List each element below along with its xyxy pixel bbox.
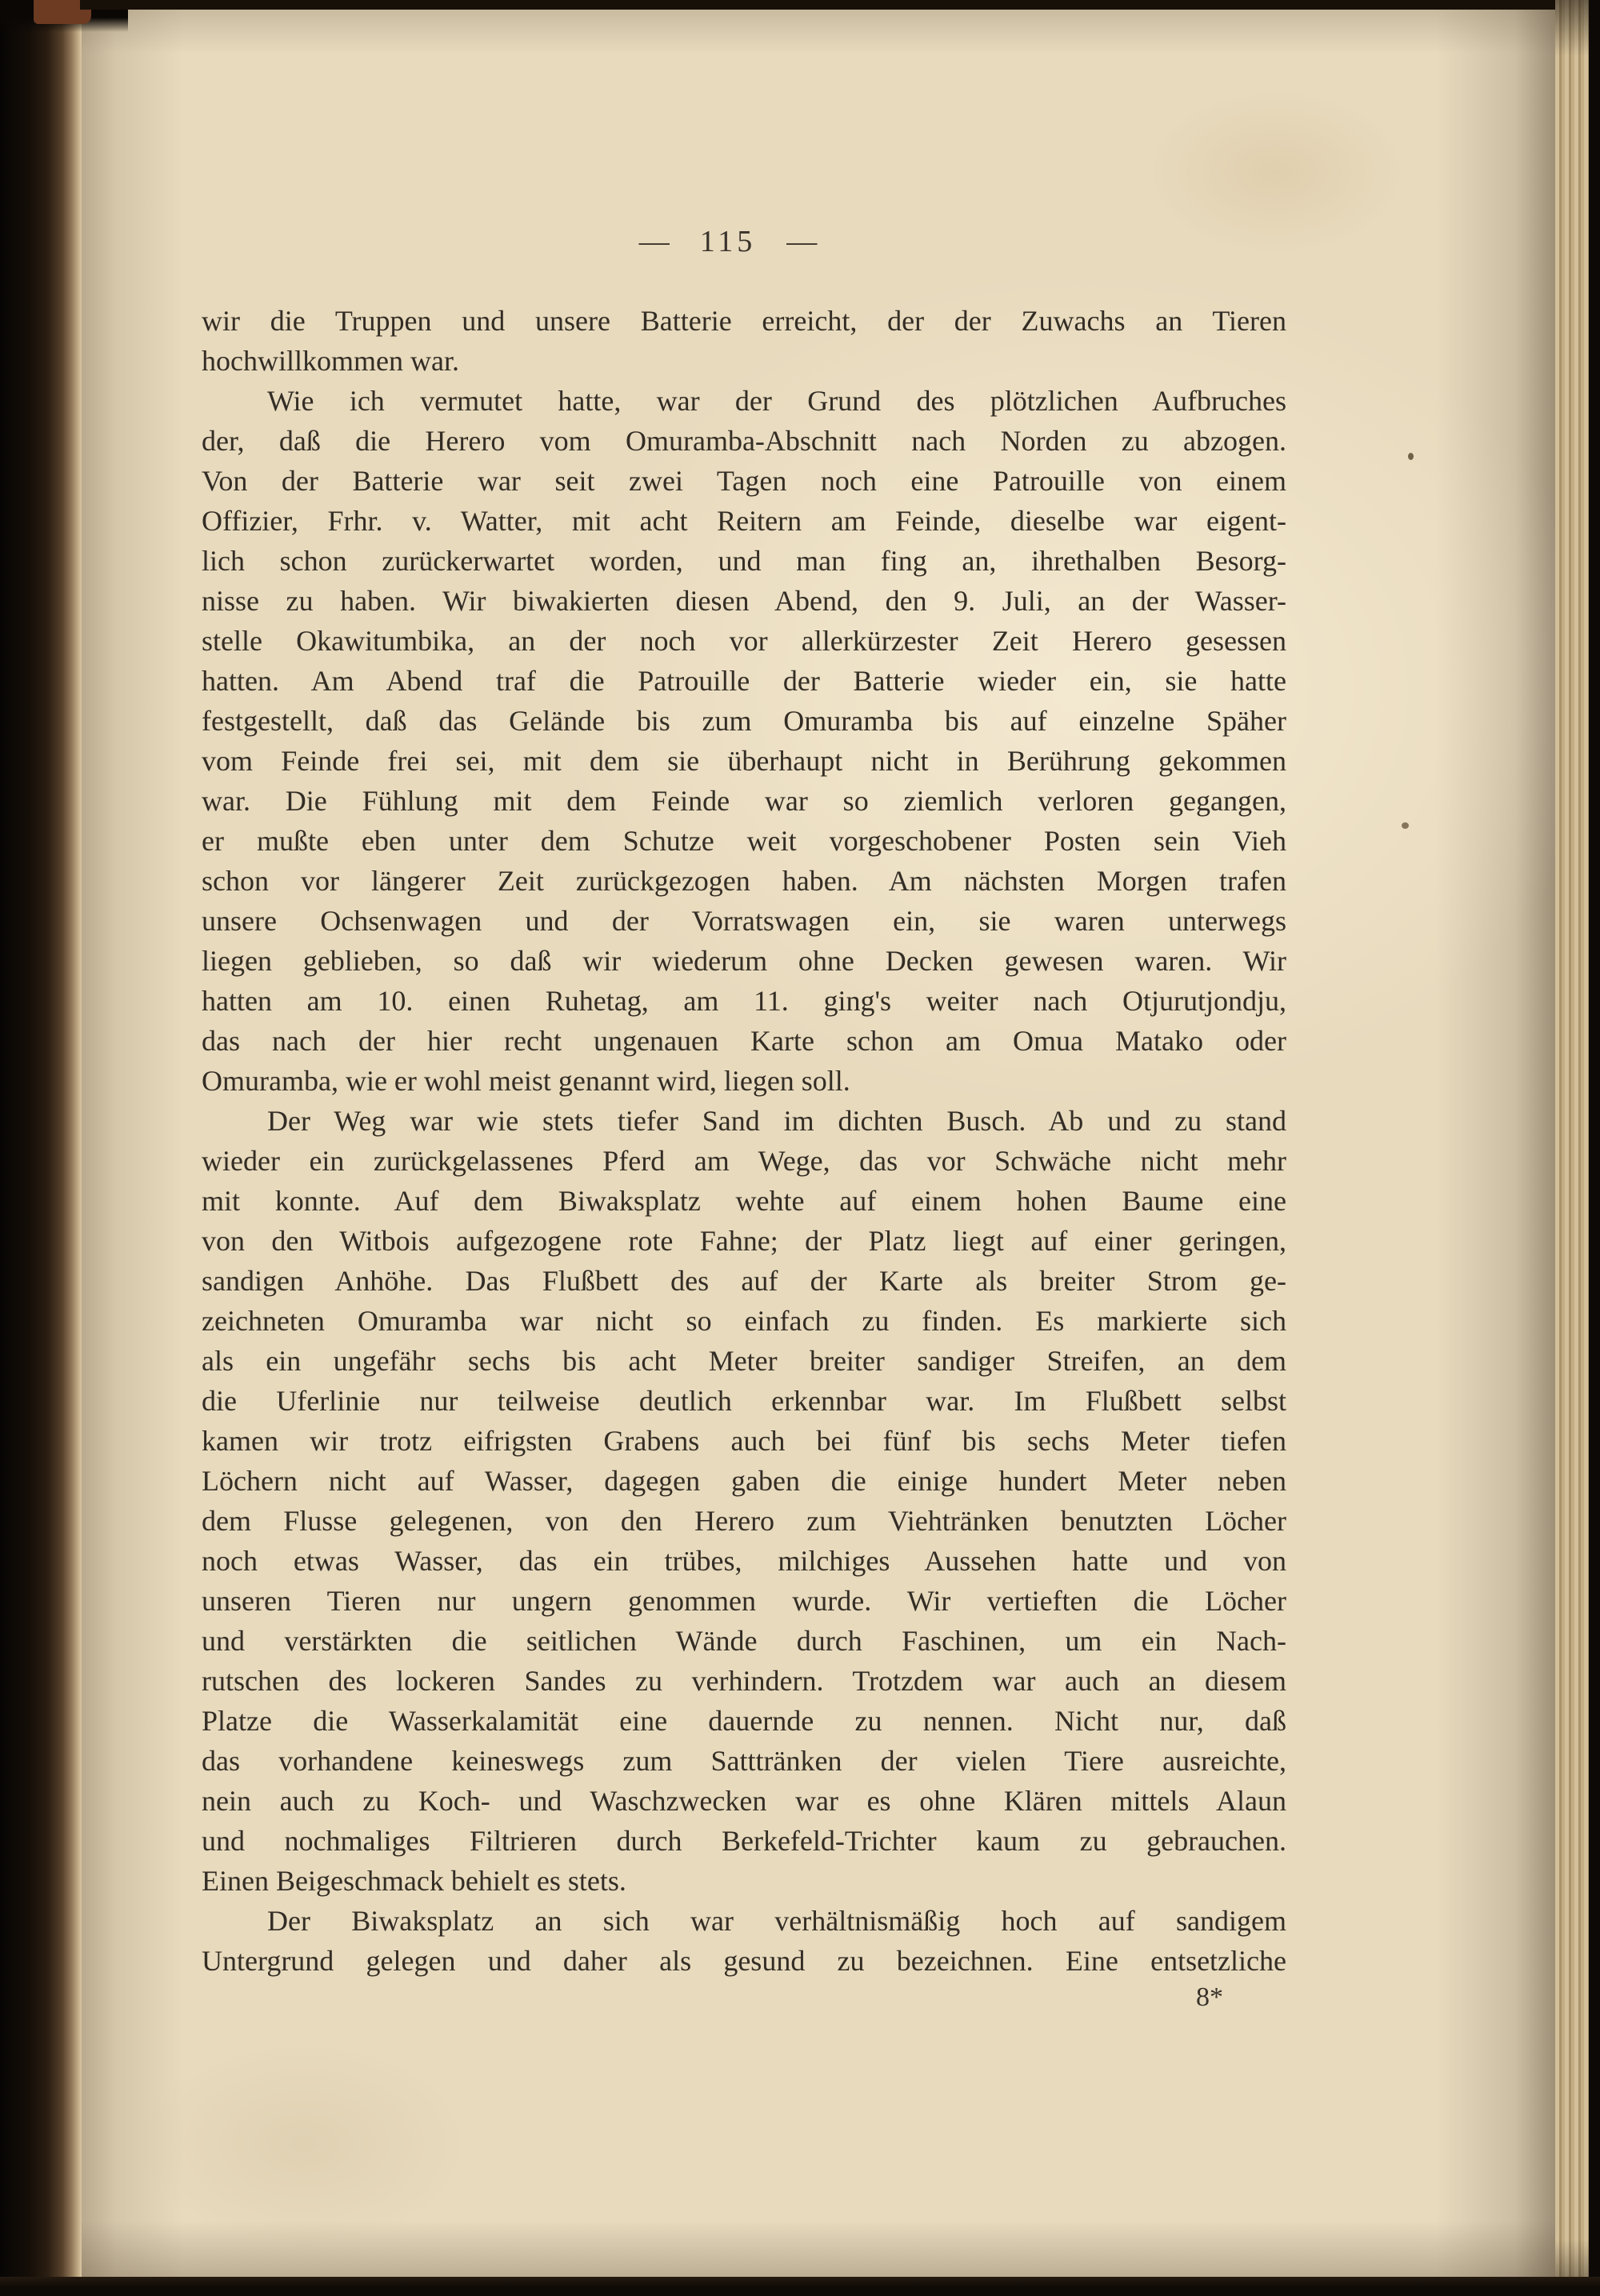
paragraph [202, 1901, 1286, 1981]
text-line: hatten. Am Abend traf die Patrouille der Batterie wieder ein, sie hatte [202, 665, 1286, 697]
text-line: lich schon zurückerwartet worden, und man fing an, ihrethalben Besorg- [202, 545, 1286, 577]
text-line: der, daß die Herero vom Omuramba-Abschnitt nach Norden zu abzogen. [202, 425, 1286, 457]
page-number-dash-left: — [638, 225, 670, 258]
text-line: festgestellt, daß das Gelände bis zum Omuramba bis auf einzelne Späher [202, 705, 1286, 737]
text-line: Von der Batterie war seit zwei Tagen noch eine Patrouille von einem [202, 465, 1286, 497]
paper-speck [1408, 453, 1414, 460]
text-line: Der Biwaksplatz an sich war verhältnismäßig hoch auf sandigem [267, 1905, 1286, 1937]
text-block [202, 301, 1286, 1981]
page-edges-right [1555, 0, 1589, 2296]
page-number-value: 115 [699, 225, 757, 258]
text-line: Einen Beigeschmack behielt es stets. [202, 1865, 626, 1897]
text-line: hatten am 10. einen Ruhetag, am 11. ging's weiter nach Otjurutjondju, [202, 985, 1286, 1017]
paper-speck [1402, 822, 1409, 829]
text-line: stelle Okawitumbika, an der noch vor allerkürzester Zeit Herero gesessen [202, 625, 1286, 657]
text-line: sandigen Anhöhe. Das Flußbett des auf der Karte als breiter Strom ge- [202, 1265, 1286, 1297]
text-line: liegen geblieben, so daß wir wiederum ohne Decken gewesen waren. Wir [202, 945, 1286, 977]
text-line: wieder ein zurückgelassenes Pferd am Wege, das vor Schwäche nicht mehr [202, 1145, 1286, 1177]
text-line: Untergrund gelegen und daher als gesund zu bezeichnen. Eine entsetzliche [202, 1945, 1286, 1977]
text-line: schon vor längerer Zeit zurückgezogen haben. Am nächsten Morgen trafen [202, 865, 1286, 897]
text-line: er mußte eben unter dem Schutze weit vorgeschobener Posten sein Vieh [202, 825, 1286, 857]
text-line: wir die Truppen und unsere Batterie erreicht, der der Zuwachs an Tieren [202, 305, 1286, 337]
text-line: Löchern nicht auf Wasser, dagegen gaben die einige hundert Meter neben [202, 1465, 1286, 1497]
text-line: als ein ungefähr sechs bis acht Meter breiter sandiger Streifen, an dem [202, 1345, 1286, 1377]
text-line: unsere Ochsenwagen und der Vorratswagen ein, sie waren unterwegs [202, 905, 1286, 937]
signature-mark: 8* [1196, 1982, 1223, 2012]
text-line: kamen wir trotz eifrigsten Grabens auch bei fünf bis sechs Meter tiefen [202, 1425, 1286, 1457]
text-line: nisse zu haben. Wir biwakierten diesen Abend, den 9. Juli, an der Wasser- [202, 585, 1286, 617]
text-line: Der Weg war wie stets tiefer Sand im dichten Busch. Ab und zu stand [267, 1105, 1286, 1137]
text-line: rutschen des lockeren Sandes zu verhindern. Trotzdem war auch an diesem [202, 1665, 1286, 1697]
text-line: war. Die Fühlung mit dem Feinde war so ziemlich verloren gegangen, [202, 785, 1286, 817]
book-edge-top [80, 0, 1600, 10]
text-line: Omuramba, wie er wohl meist genannt wird, liegen soll. [202, 1065, 850, 1097]
text-line: Platze die Wasserkalamität eine dauernde zu nennen. Nicht nur, daß [202, 1705, 1286, 1737]
text-line: das vorhandene keineswegs zum Satttränken der vielen Tiere ausreichte, [202, 1745, 1286, 1777]
paragraph [202, 301, 1286, 381]
text-line: Offizier, Frhr. v. Watter, mit acht Reitern am Feinde, dieselbe war eigent- [202, 505, 1286, 537]
text-line: unseren Tieren nur ungern genommen wurde. Wir vertieften die Löcher [202, 1585, 1286, 1617]
text-line: von den Witbois aufgezogene rote Fahne; der Platz liegt auf einer geringen, [202, 1225, 1286, 1257]
page-number-dash-right: — [786, 225, 818, 258]
book-binding-left [0, 0, 82, 2296]
text-line: und nochmaliges Filtrieren durch Berkefeld-Trichter kaum zu gebrauchen. [202, 1825, 1286, 1857]
paper-stain [136, 2040, 472, 2248]
text-line: nein auch zu Koch- und Waschzwecken war es ohne Klären mittels Alaun [202, 1785, 1286, 1817]
text-line: das nach der hier recht ungenauen Karte schon am Omua Matako oder [202, 1025, 1286, 1057]
text-line: Wie ich vermutet hatte, war der Grund des plötzlichen Aufbruches [267, 385, 1286, 417]
page-number [186, 224, 1270, 259]
text-line: dem Flusse gelegenen, von den Herero zum Viehtränken benutzten Löcher [202, 1505, 1286, 1537]
text-line: vom Feinde frei sei, mit dem sie überhaupt nicht in Berührung gekommen [202, 745, 1286, 777]
text-line: und verstärkten die seitlichen Wände durch Faschinen, um ein Nach- [202, 1625, 1286, 1657]
book-edge-right [1589, 0, 1600, 2296]
text-line: zeichneten Omuramba war nicht so einfach zu finden. Es markierte sich [202, 1305, 1286, 1337]
book-edge-bottom [0, 2277, 1600, 2296]
paragraph [202, 1101, 1286, 1901]
text-line: die Uferlinie nur teilweise deutlich erkennbar war. Im Flußbett selbst [202, 1385, 1286, 1417]
paragraph [202, 381, 1286, 1101]
text-line: mit konnte. Auf dem Biwaksplatz wehte auf einem hohen Baume eine [202, 1185, 1286, 1217]
text-line: hochwillkommen war. [202, 345, 459, 377]
text-line: noch etwas Wasser, das ein trübes, milchiges Aussehen hatte und von [202, 1545, 1286, 1577]
